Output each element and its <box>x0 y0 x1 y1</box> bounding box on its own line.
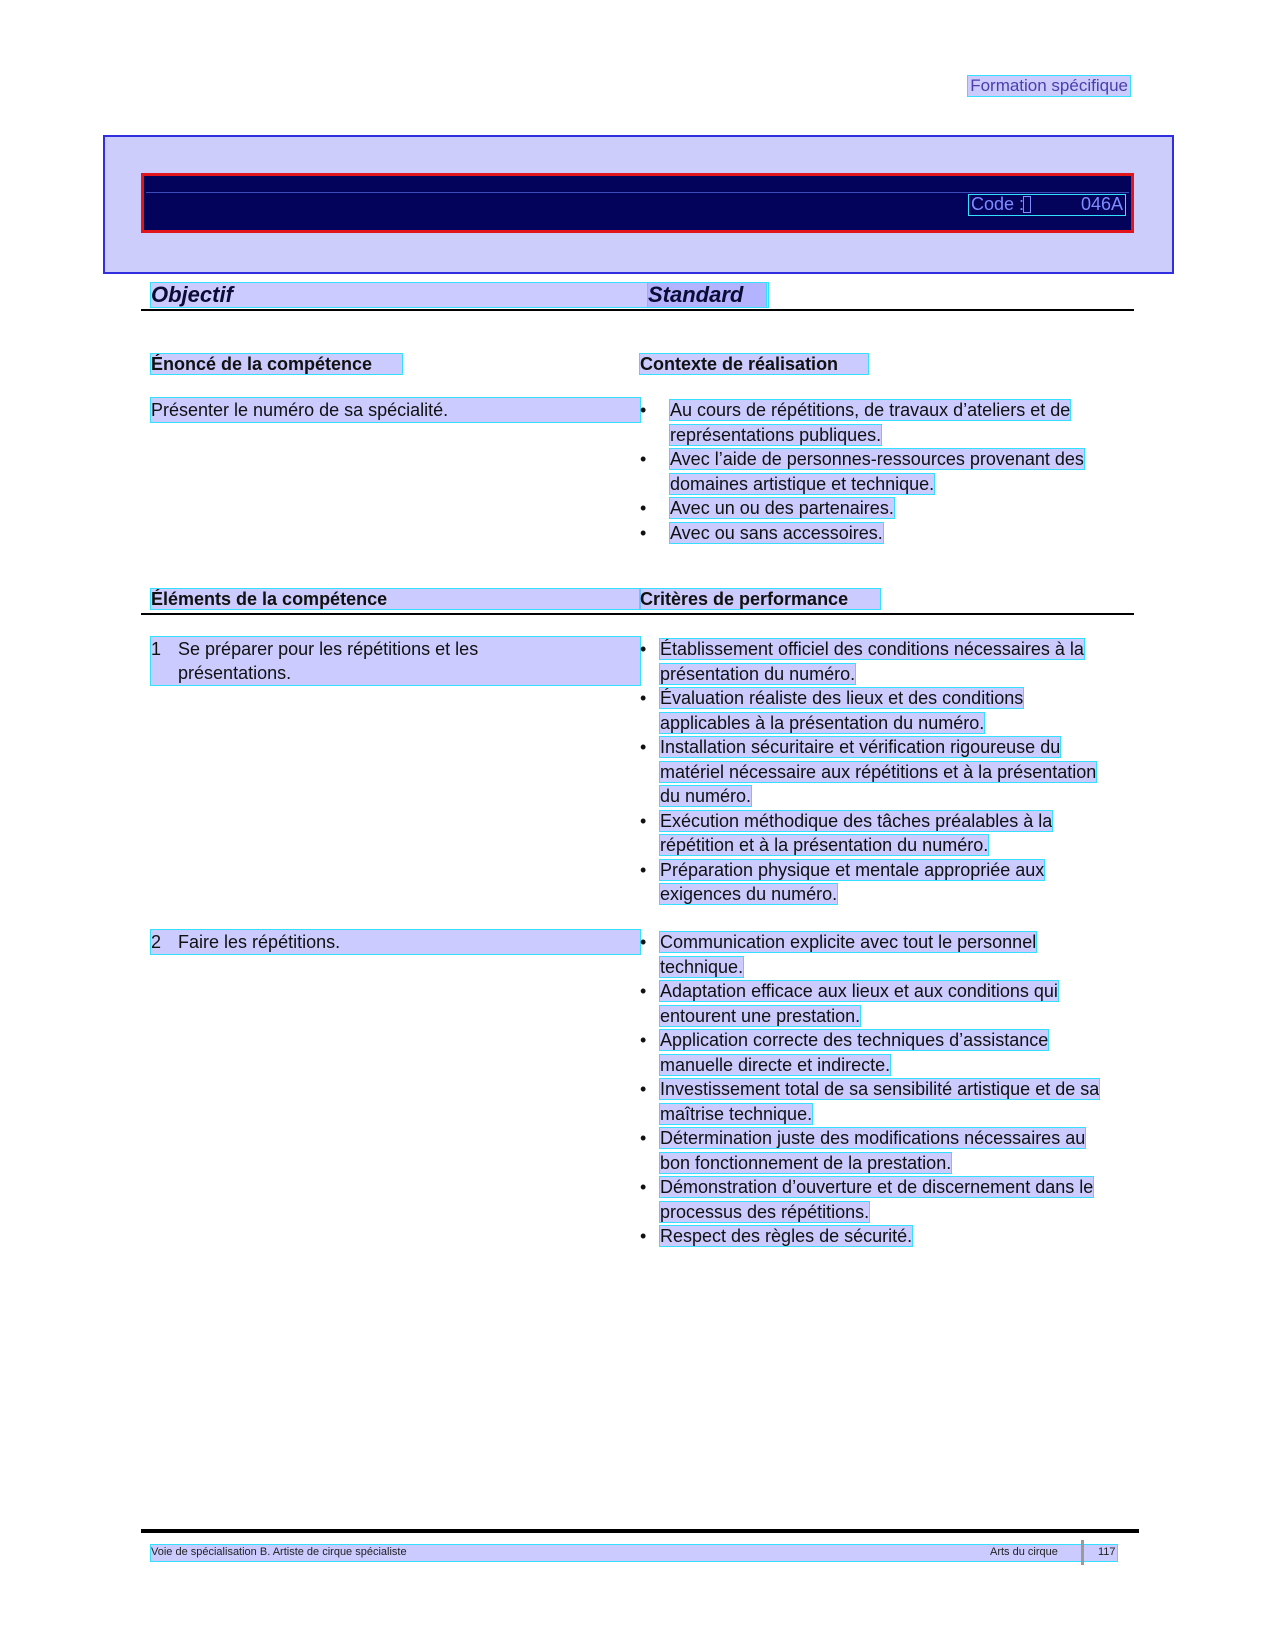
page-number: 117 <box>1098 1546 1116 1558</box>
elements-rule <box>141 613 1134 615</box>
element-number: 2 <box>151 932 162 952</box>
criteria-item: • Respect des règles de sécurité. <box>640 1224 1118 1249</box>
objectif-heading: Objectif <box>151 283 768 307</box>
code-label: Code : <box>971 194 1025 214</box>
footer-program: Voie de spécialisation B. Artiste de cirque spécialiste <box>151 1546 407 1558</box>
element-text: Faire les répétitions. <box>178 932 341 952</box>
context-item: • Avec un ou des partenaires. <box>640 496 1110 521</box>
element-number: 1 <box>151 639 162 659</box>
criteria-item: • Exécution méthodique des tâches préalables à la répétition et à la présentation du numéro. <box>640 809 1118 858</box>
elements-heading: Éléments de la compétence <box>151 589 640 609</box>
statement-heading: Énoncé de la compétence <box>151 354 402 374</box>
context-item: • Avec ou sans accessoires. <box>640 521 1110 546</box>
criteria-item: • Adaptation efficace aux lieux et aux conditions qui entourent une prestation. <box>640 979 1118 1028</box>
footer-rule <box>141 1529 1139 1533</box>
context-list <box>640 398 1110 545</box>
section-label: Formation spécifique <box>970 76 1128 95</box>
element-1 <box>151 637 640 685</box>
criteria-item: • Préparation physique et mentale appropriée aux exigences du numéro. <box>640 858 1118 907</box>
criteria-item: • Communication explicite avec tout le personnel technique. <box>640 930 1118 979</box>
criteria-item: • Installation sécuritaire et vérification rigoureuse du matériel nécessaire aux répétitions et à la présentation du numéro. <box>640 735 1118 809</box>
code-field <box>968 194 1126 216</box>
criteria-item: • Démonstration d’ouverture et de discernement dans le processus des répétitions. <box>640 1175 1118 1224</box>
code-value: 046A <box>1080 194 1123 214</box>
criteria-item: • Application correcte des techniques d’assistance manuelle directe et indirecte. <box>640 1028 1118 1077</box>
criteria-list-1 <box>640 637 1118 907</box>
criteria-item: • Établissement officiel des conditions nécessaires à la présentation du numéro. <box>640 637 1118 686</box>
footer-field: Arts du cirque <box>990 1546 1058 1558</box>
criteria-item: • Investissement total de sa sensibilité artistique et de sa maîtrise technique. <box>640 1077 1118 1126</box>
element-2 <box>151 930 640 954</box>
context-heading: Contexte de réalisation <box>640 354 868 374</box>
competence-statement: Présenter le numéro de sa spécialité. <box>151 398 640 422</box>
context-item: • Au cours de répétitions, de travaux d’ateliers et de représentations publiques. <box>640 398 1110 447</box>
criteria-list-2 <box>640 930 1118 1249</box>
heading-rule <box>141 309 1134 311</box>
banner-divider <box>146 192 1129 193</box>
footer-separator <box>1081 1540 1084 1565</box>
element-text: Se préparer pour les répétitions et les présentations. <box>178 639 479 683</box>
criteria-item: • Évaluation réaliste des lieux et des conditions applicables à la présentation du numéro. <box>640 686 1118 735</box>
criteria-item: • Détermination juste des modifications nécessaires au bon fonctionnement de la prestation. <box>640 1126 1118 1175</box>
criteria-heading: Critères de performance <box>640 589 880 609</box>
code-separator <box>1023 196 1031 213</box>
context-item: • Avec l’aide de personnes-ressources provenant des domaines artistique et technique. <box>640 447 1110 496</box>
standard-heading: Standard <box>648 283 766 307</box>
